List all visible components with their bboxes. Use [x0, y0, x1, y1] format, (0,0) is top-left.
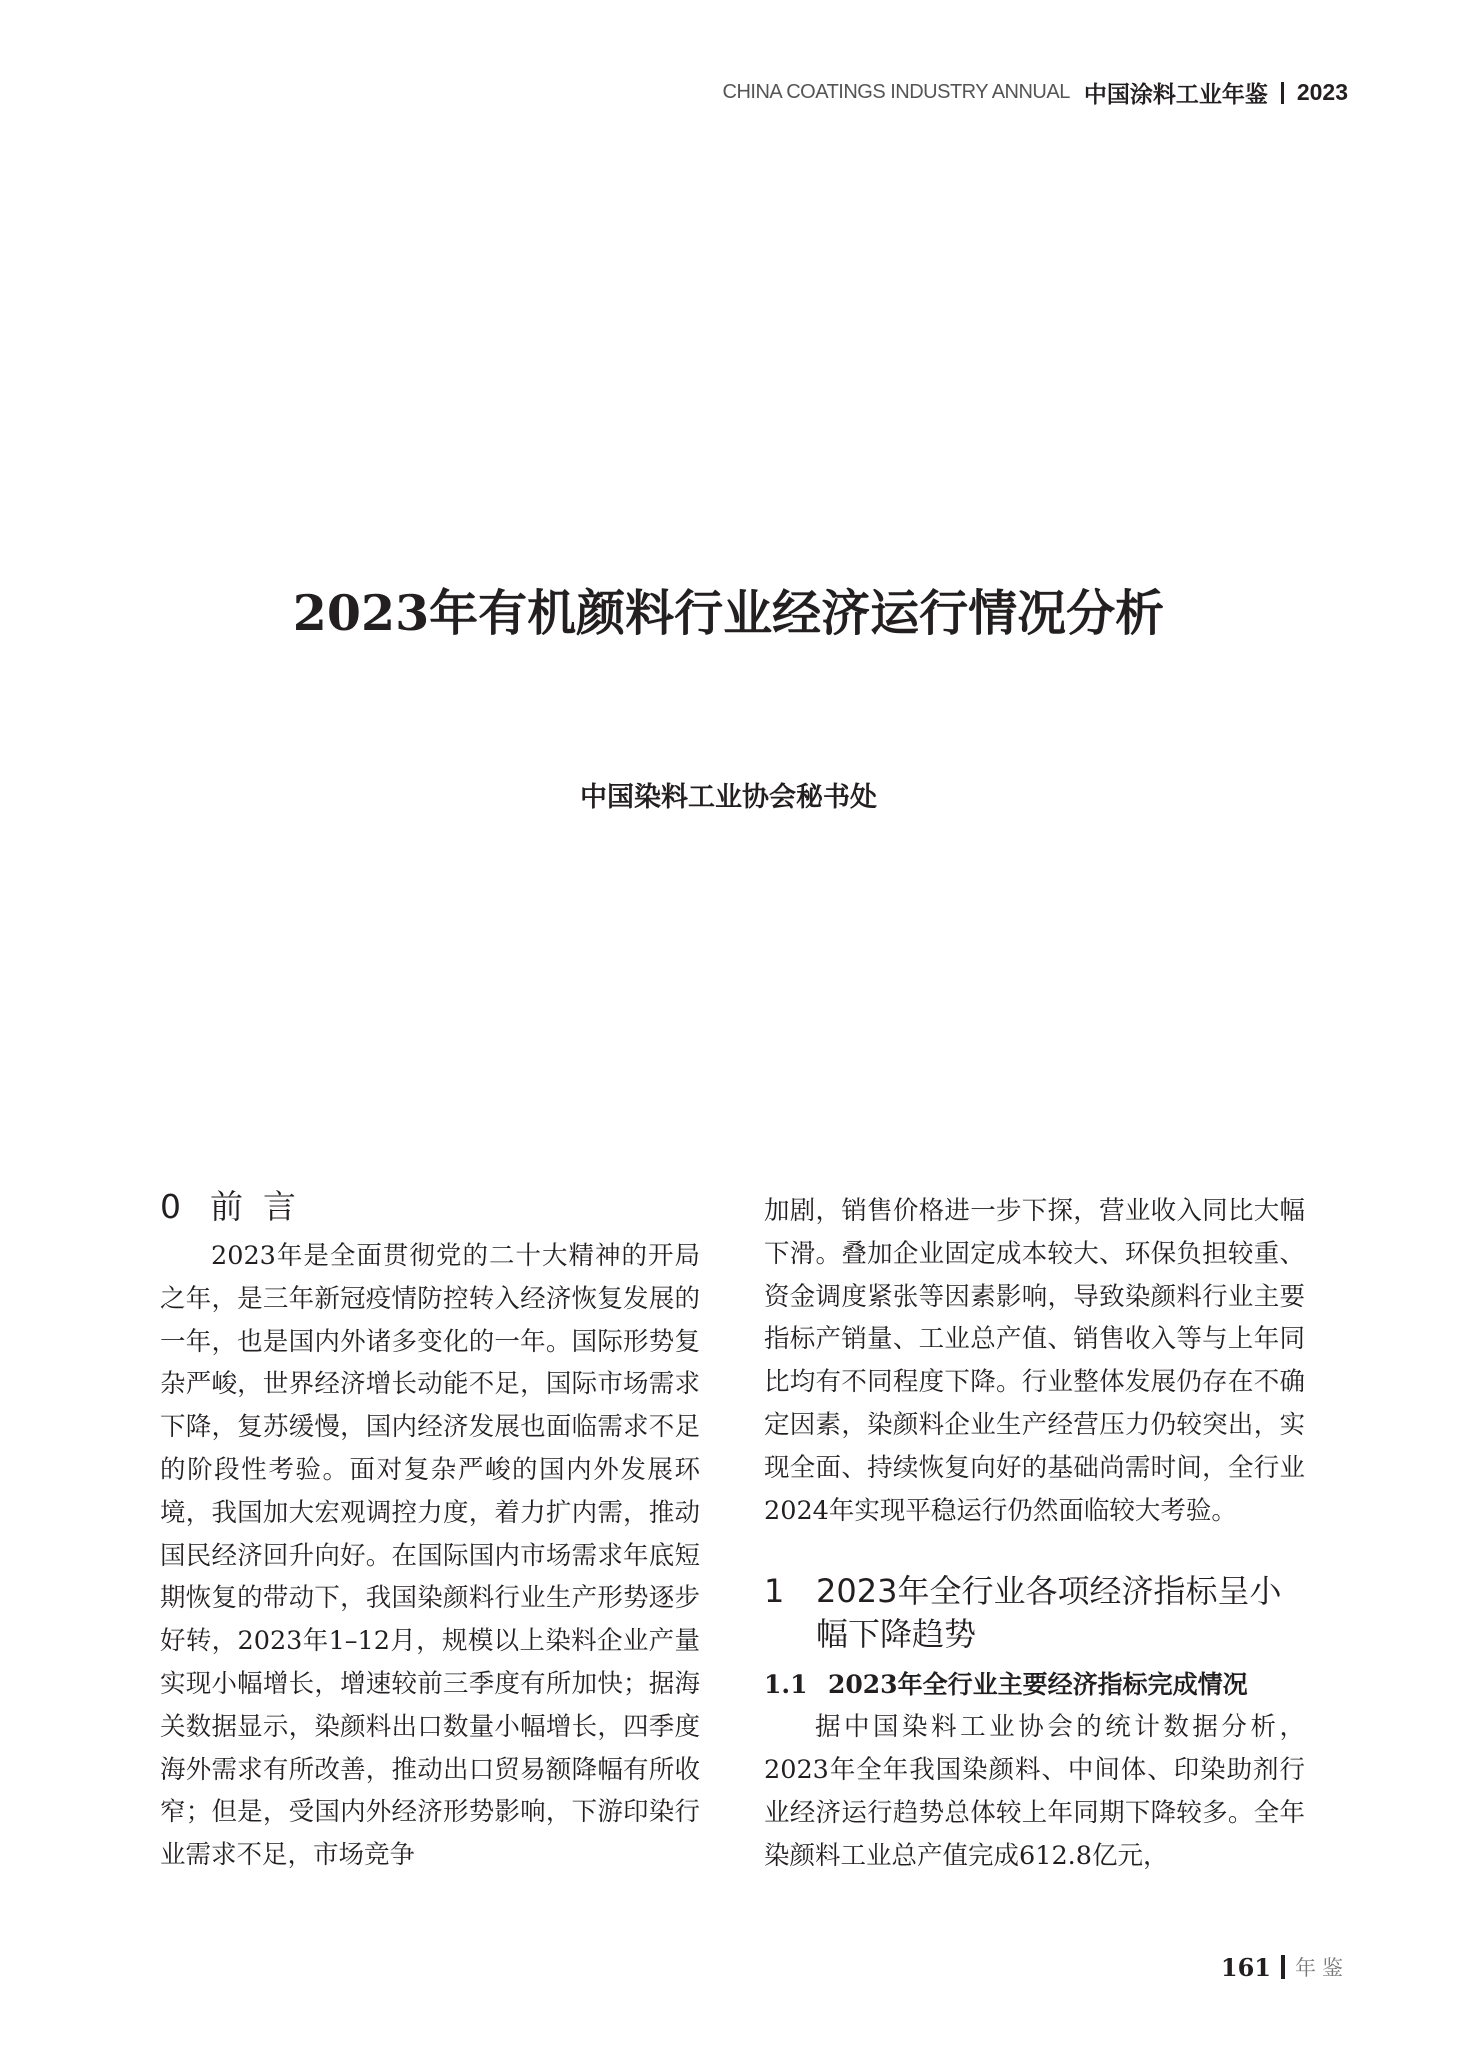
- page-footer: [1221, 1952, 1349, 1982]
- subsection-1-1-paragraph: 据中国染料工业协会的统计数据分析，2023年全年我国染颜料、中间体、印染助剂行业经济运行趋势总体较上年同期下降较多。全年染颜料工业总产值完成612.8亿元，: [764, 1712, 1305, 1871]
- header-year: 2023: [1296, 79, 1348, 105]
- page-number: 161: [1220, 1952, 1271, 1982]
- subsection-1-1-title: 2023年全行业主要经济指标完成情况: [828, 1670, 1248, 1700]
- article-title: 2023年有机颜料行业经济运行情况分析: [292, 584, 1165, 642]
- section-0-number: 0: [160, 1187, 181, 1226]
- left-column: [160, 1185, 700, 1877]
- subsection-1-1-number: 1.1: [764, 1670, 808, 1700]
- section-0-title: 前言: [210, 1187, 316, 1226]
- section-1-number: 1: [764, 1572, 785, 1611]
- section-1-heading: [764, 1570, 1305, 1656]
- right-column: [764, 1190, 1305, 1878]
- subsection-1-1-heading: [764, 1666, 1305, 1704]
- header-divider: [1281, 82, 1284, 104]
- header-chinese-title: 中国涂料工业年鉴: [1083, 82, 1268, 108]
- section-0-continuation: 加剧，销售价格进一步下探，营业收入同比大幅下滑。叠加企业固定成本较大、环保负担较重、资金调度紧张等因素影响，导致染颜料行业主要指标产销量、工业总产值、销售收入等与上年同比均有不同程度下降。行业整体发展仍存在不确定因素，染颜料企业生产经营压力仍较突出，实现全面、持续恢复向好的基础尚需时间，全行业2024年实现平稳运行仍然面临较大考验。: [764, 1196, 1305, 1526]
- section-0-paragraph: 2023年是全面贯彻党的二十大精神的开局之年，是三年新冠疫情防控转入经济恢复发展的一年，也是国内外诸多变化的一年。国际形势复杂严峻，世界经济增长动能不足，国际市场需求下降，复苏缓慢，国内经济发展也面临需求不足的阶段性考验。面对复杂严峻的国内外发展环境，我国加大宏观调控力度，着力扩内需，推动国民经济回升向好。在国际国内市场需求年底短期恢复的带动下，我国染颜料行业生产形势逐步好转，2023年1–12月，规模以上染料企业产量实现小幅增长，增速较前三季度有所加快；据海关数据显示，染颜料出口数量小幅增长，四季度海外需求有所改善，推动出口贸易额降幅有所收窄；但是，受国内外经济形势影响，下游印染行业需求不足，市场竞争: [160, 1241, 700, 1871]
- section-0-heading: [160, 1185, 700, 1229]
- footer-label: 年鉴: [1295, 1956, 1349, 1980]
- footer-divider: [1281, 1955, 1285, 1979]
- section-1-title: 2023年全行业各项经济指标呈小幅下降趋势: [816, 1572, 1282, 1654]
- running-header: [723, 76, 1348, 109]
- header-english-title: CHINA COATINGS INDUSTRY ANNUAL: [722, 81, 1070, 103]
- article-author: 中国染料工业协会秘书处: [580, 782, 877, 813]
